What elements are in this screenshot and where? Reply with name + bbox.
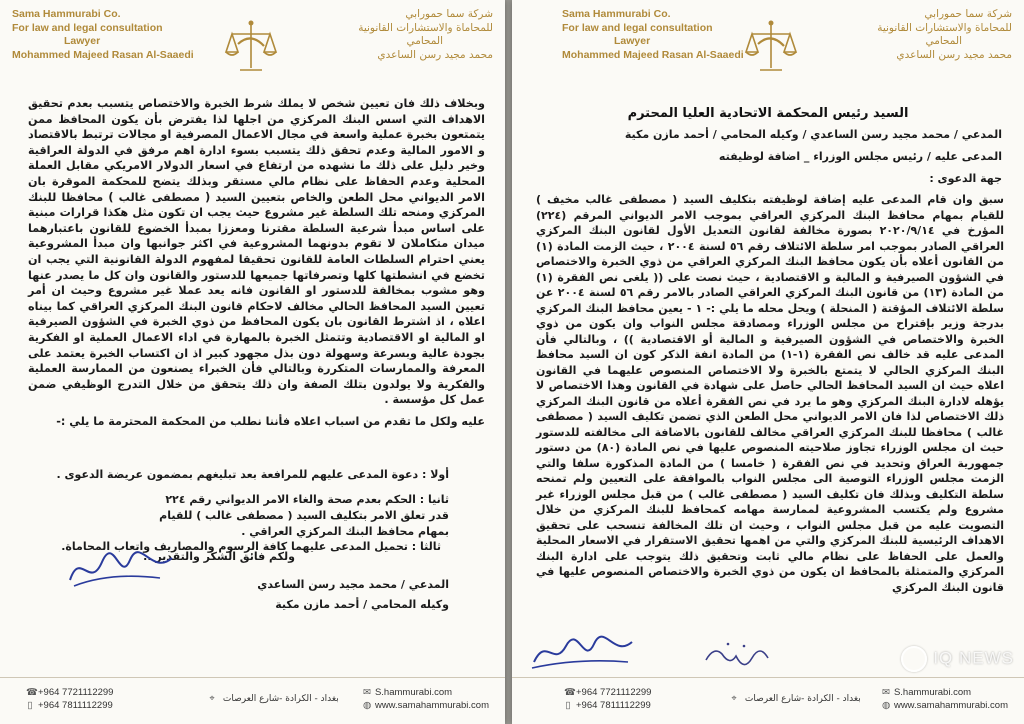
company-subtitle-en: For law and legal consultation	[12, 21, 163, 34]
lawyer-role-en: Lawyer	[64, 35, 101, 47]
right-page	[512, 0, 1024, 724]
mail-icon: ✉	[881, 687, 890, 698]
request-third: ثالثا : تحميل المدعى عليهما كافة الرسوم والمصاريف واتعاب المحاماة.	[61, 540, 441, 553]
left-body-text	[28, 96, 485, 429]
letterhead-arabic	[358, 8, 493, 62]
lawyer-name-ar: محمد مجيد رسن الساعدي	[896, 48, 1012, 61]
request-second: ثانيا : الحكم بعدم صحة والغاء الامر الديواني رقم ٢٢٤ قدر تعلق الامر بتكليف السيد ( مصطفى غالب ) للقيام بمهام محافظ البنك المركزي العراقي .	[159, 493, 449, 538]
lawyer-name-ar: محمد مجيد رسن الساعدي	[377, 48, 493, 61]
handwritten-signature-icon	[698, 636, 778, 676]
email: S.hammurabi.com	[374, 687, 453, 698]
request-first: أولا : دعوة المدعى عليهم للمرافعة بعد تبليغهم بمضمون عريضة الدعوى .	[56, 468, 449, 481]
letterhead-english	[562, 8, 744, 62]
phone-2: +964 7811112299	[38, 700, 113, 711]
phone-1: +964 7721112299	[38, 687, 114, 698]
mobile-icon: ▯	[27, 700, 33, 711]
lawyer-role-en: Lawyer	[614, 35, 651, 47]
news-watermark: IQ NEWS	[901, 646, 1014, 672]
location-icon: ⌖	[209, 694, 215, 704]
plaintiff-line: المدعي / محمد مجيد رسن الساعدي / وكيله المحامي / أحمد مازن مكية	[624, 128, 1002, 141]
thanks-line: ولكم فائق الشكر والتقدير ..	[143, 550, 295, 563]
attorney-signature-line: وكيله المحامي / أحمد مازن مكية	[275, 598, 449, 611]
letterhead-arabic	[877, 8, 1012, 62]
globe-icon: ◍	[881, 700, 891, 711]
company-subtitle-ar: للمحاماة والاستشارات القانونية	[877, 21, 1012, 34]
plaintiff-signature-line: المدعي / محمد مجيد رسن الساعدي	[257, 578, 449, 591]
lawsuit-label: جهة الدعوى :	[929, 172, 1002, 185]
signature-icon	[60, 540, 180, 600]
right-footer	[512, 677, 1024, 724]
footer-address: بغداد - الكرادة -شارع العرصات ⌖	[209, 694, 339, 704]
website: www.samahammurabi.com	[893, 700, 1008, 711]
mobile-icon: ▯	[565, 700, 571, 711]
request-intro: عليه ولكل ما تقدم من اسباب اعلاه فأننا نطلب من المحكمة المحترمة ما يلي :-	[56, 414, 485, 428]
company-name-ar: شركة سما حمورابي	[924, 8, 1012, 20]
location-icon: ⌖	[731, 694, 737, 704]
footer-phones	[564, 686, 651, 712]
signature-icon	[528, 628, 638, 676]
body-paragraph: سبق وان قام المدعى عليه إضافة لوظيفته بتكليف السيد ( مصطفى غالب مخيف ) للقيام بمهام محافظ البنك المركزي العراقي بموجب الامر الديواني المرقم (٢٢٤) المؤرخ في ٢٠٢٠/٩/١٤ بصورة مخالفة لقانون التعديل الأول لقانون البنك المركزي العراقي الصادر بموجب امر سلطة الائتلاف رقم ٥٦ لسنة ٢٠٠٤ ، حيث الزمت المادة (١) من القانون أعلاه بأن يكون محافظ البنك المركزي العراقي من ذوي الخبرة والاختصاص في الشؤون الصيرفية و المالية و الاقتصادية ، حيث نصت على (( يلغى نص الفقرة (١) من المادة (١٣) من قانون البنك المركزي العراقي الصادر بالامر رقم ٥٦ لسنة ٢٠٠٤ عن سلطة الائتلاف المؤقتة ( المنحلة ) ويحل محله ما يلي :- ١ - يعين محافظ البنك المركزي بدرجة وزير بإقتراح من مجلس الوزراء ومصادقة مجلس النواب وان يكون من ذوي الخبرة والاختصاص في الشؤون الصيرفية و المالية أو الاقتصادية )) ، وبالتالي فأن المدعى عليه قد خالف نص الفقرة (١-١) من المادة انفة الذكر كون ان السيد محافظ البنك المركزي الحالي لا يتمتع بالخبرة ولا الاختصاص المنصوص عليهما في القانون اعلاه حيث ان السيد المحافظ الحالي حاصل على شهادة في القانون وهذا الاختصاص لا يؤهله لادارة البنك المركزي وهو ما يرد في نص الفقرة أعلاه من قانون البنك المركزي ذلك الاختصاص لذا فان الامر الديواني محل الطعن الذي تضمن تكليف السيد ( مصطفى غالب ) محافظا للبنك المركزي العراقي مخالف للقانون بالاضافة الى مخالفته للدستور حيث ان مجلس الوزراء تجاوز صلاحيته المنصوص عليها في نص المادة (٨٠) من دستور جمهورية العراق وتحديد في نص الفقرة ( خامسا ) من المادة المذكورة سلفا والتي الزمت مجلس الوزراء التوصية الى مجلس النواب بالموافقة على التعيين ولم تمنحه سلطة التكليف وبذلك فان تكليف السيد ( مصطفى غالب ) من قبل مجلس الوزراء غير مشروع ولم يكتسب المشروعية لممارسة مهامه كمحافظ للبنك المركزي من خلال التصويت عليه من قبل مجلس النواب ، وحيث ان تلك المخالفة تنسحب على تحقيق الاهداف الرئيسية للبنك المركزي والتي من اهمها تحقيق الاستقرار في الاسعار المحلية والعمل على الحفاظ على نظام مالي ثابت وتحقيق ذلك يتوجب على ادارة البنك المركزي والمتمثلة بالمحافظ ان يكون من ذوي الخبرة والاختصاص المنصوص عليها في قانون البنك المركزي	[536, 193, 1005, 594]
website: www.samahammurabi.com	[374, 700, 489, 711]
footer-web	[363, 686, 489, 712]
company-name-en: Sama Hammurabi Co.	[562, 8, 671, 20]
court-title: السيد رئيس المحكمة الاتحادية العليا المحترم	[627, 106, 909, 121]
watermark-logo-icon	[901, 646, 927, 672]
company-subtitle-ar: للمحاماة والاستشارات القانونية	[358, 21, 493, 34]
footer-web	[882, 686, 1008, 712]
footer-phones	[26, 686, 113, 712]
lawyer-name-en: Mohammed Majeed Rasan Al-Saaedi	[12, 48, 194, 61]
company-name-ar: شركة سما حمورابي	[405, 8, 493, 20]
lawyer-role-ar: المحامي	[925, 35, 962, 47]
email: S.hammurabi.com	[893, 687, 972, 698]
phone-icon: ☎	[564, 687, 576, 698]
globe-icon: ◍	[362, 700, 372, 711]
phone-2: +964 7811112299	[576, 700, 651, 711]
scales-logo-icon	[744, 18, 798, 78]
body-paragraph: وبخلاف ذلك فان تعيين شخص لا يملك شرط الخبرة والاختصاص يتسبب بعدم تحقيق الاهداف التي اسس البنك المركزي من اجلها لذا يفترض بأن يكون المحافظ ممن يتمتعون بخبرة عملية واسعة في مجال الاعمال المصرفية او مجالات ترتبط بالاقتصاد و الامور المالية وعدم تحقق ذلك يتسبب بسوء ادارة اهم مرفق في الدولة العراقية وخير دليل على ذلك ما نشهده من ارتفاع في اسعار الدولار الامريكي مقابل العملة المحلية وعدم الحفاظ على نظام مالي مستقر وبذلك يتضح للمحكمة الموقرة بان الامر الديواني محل الطعن والخاص بتعيين السيد ( مصطفى غالب ) محافظا للبنك المركزي ومنحه تلك السلطة غير مشروع حيث يجب ان تكون مثل هكذا قرارات مبنية على اساس مبدأ شرعية السلطة مقترنا ومعززا بمبدأ الخضوع للقانون باعتبارهما ميدان متكاملان لا تقوم بدونهما المشروعية في اكثر جوانبها وان مبدأ المشروعية يعني احترام السلطات العامة للقانون تحقيقا لمفهوم الدولة القانونية التي يجب ان تخضع في انشطتها كلها وتصرفاتها جميعها للدستور والقانون وان كل ما يصدر عنها وهو مشوب بمخالفة للدستور او القانون فانه يعد عملا غير مشروع وحيث ان أمر تعيين السيد المحافظ الحالي مخالف لاحكام قانون البنك المركزي العراقي كما بيناه اعلاه ، اذ اشترط القانون بان يكون المحافظ من ذوي الخبرة في الشؤون الصيرفية او المالية او الاقتصادية وتتمثل الخبرة بالمهارة في اداء الاعمال العملية او الفكرية بجودة عالية وبسرعة وسهولة دون بذل مجهود كبير اذ ان اكتساب الخبرة يعتمد على المعرفة والممارسات المتكررة وبالتالي فأن الخبراء يصنعون من الممارسة العملية والفكرية ولا يولدون بتلك الصفة وان ذلك يتحقق من خلال التدرج الوظيفي ضمن عمل كل مؤسسة .	[28, 97, 485, 407]
company-subtitle-en: For law and legal consultation	[562, 21, 713, 34]
lawyer-role-ar: المحامي	[406, 35, 443, 47]
phone-1: +964 7721112299	[576, 687, 652, 698]
defendant-line: المدعى عليه / رئيس مجلس الوزراء _ اضافة لوظيفته	[718, 150, 1002, 163]
letterhead-english	[12, 8, 194, 62]
phone-icon: ☎	[26, 687, 38, 698]
lawyer-name-en: Mohammed Majeed Rasan Al-Saaedi	[562, 48, 744, 61]
company-name-en: Sama Hammurabi Co.	[12, 8, 121, 20]
mail-icon: ✉	[362, 687, 371, 698]
left-page	[0, 0, 505, 724]
footer-address: بغداد - الكرادة -شارع العرصات ⌖	[731, 694, 861, 704]
right-body-text	[536, 192, 1004, 595]
left-footer	[0, 677, 505, 724]
scales-logo-icon	[224, 18, 278, 78]
